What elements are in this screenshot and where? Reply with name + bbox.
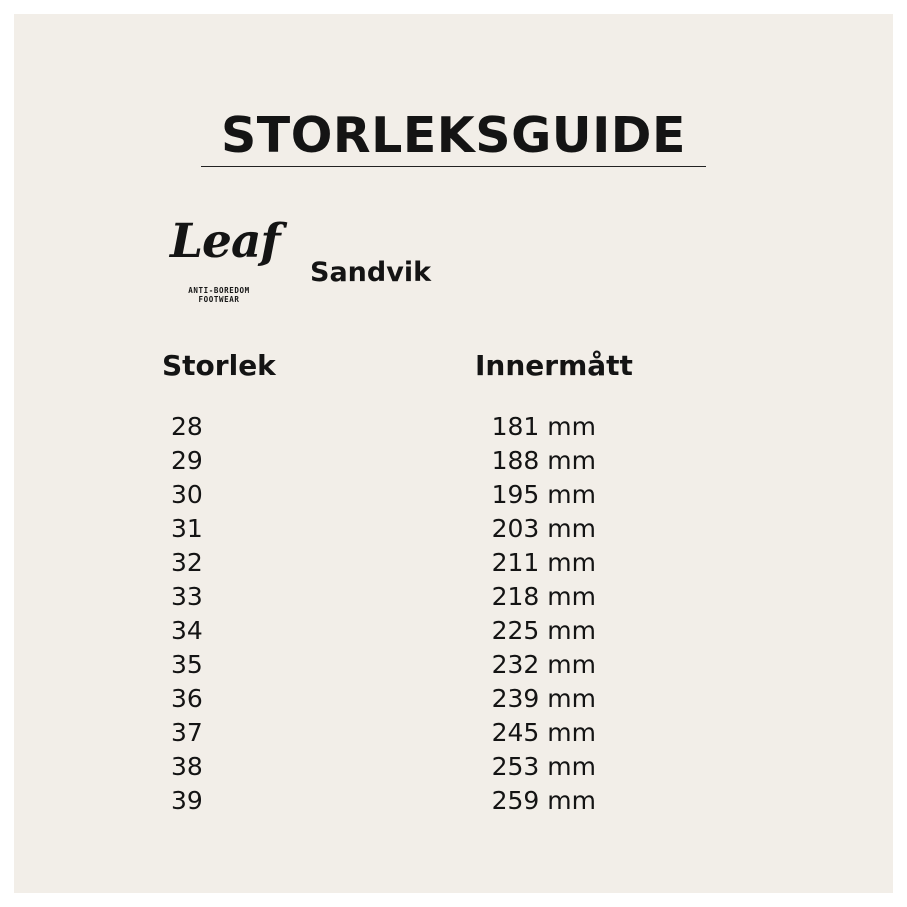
page-title: STORLEKSGUIDE (221, 107, 686, 164)
table-row (14, 546, 893, 580)
brand-logo (164, 210, 280, 310)
table-row (14, 410, 893, 444)
size-guide-card (14, 14, 893, 893)
inner-length-value: 239 mm (491, 684, 596, 713)
size-value: 38 (171, 752, 203, 781)
size-value: 33 (171, 582, 203, 611)
table-row (14, 444, 893, 478)
column-header-size: Storlek (162, 349, 276, 382)
table-row (14, 614, 893, 648)
inner-length-value: 245 mm (491, 718, 596, 747)
table-row (14, 750, 893, 784)
inner-length-value: 253 mm (491, 752, 596, 781)
inner-length-value: 195 mm (491, 480, 596, 509)
table-row (14, 512, 893, 546)
inner-length-value: 259 mm (491, 786, 596, 815)
inner-length-value: 181 mm (491, 412, 596, 441)
inner-length-value: 203 mm (491, 514, 596, 543)
brand-tagline-line1: ANTI-BOREDOM (188, 286, 250, 295)
model-name: Sandvik (310, 257, 432, 288)
size-value: 29 (171, 446, 203, 475)
size-value: 30 (171, 480, 203, 509)
size-value: 28 (171, 412, 203, 441)
table-row (14, 648, 893, 682)
inner-length-value: 232 mm (491, 650, 596, 679)
size-table (14, 410, 893, 818)
column-header-inner-length: Innermått (475, 349, 633, 382)
size-value: 31 (171, 514, 203, 543)
table-row (14, 580, 893, 614)
table-row (14, 682, 893, 716)
size-value: 34 (171, 616, 203, 645)
size-value: 36 (171, 684, 203, 713)
size-value: 37 (171, 718, 203, 747)
inner-length-value: 218 mm (491, 582, 596, 611)
inner-length-value: 225 mm (491, 616, 596, 645)
inner-length-value: 188 mm (491, 446, 596, 475)
table-row (14, 784, 893, 818)
size-value: 39 (171, 786, 203, 815)
table-row (14, 716, 893, 750)
title-divider (201, 166, 706, 167)
brand-tagline-line2: FOOTWEAR (198, 295, 240, 304)
size-value: 32 (171, 548, 203, 577)
size-value: 35 (171, 650, 203, 679)
table-row (14, 478, 893, 512)
brand-logo-script: Leaf (170, 214, 280, 269)
inner-length-value: 211 mm (491, 548, 596, 577)
